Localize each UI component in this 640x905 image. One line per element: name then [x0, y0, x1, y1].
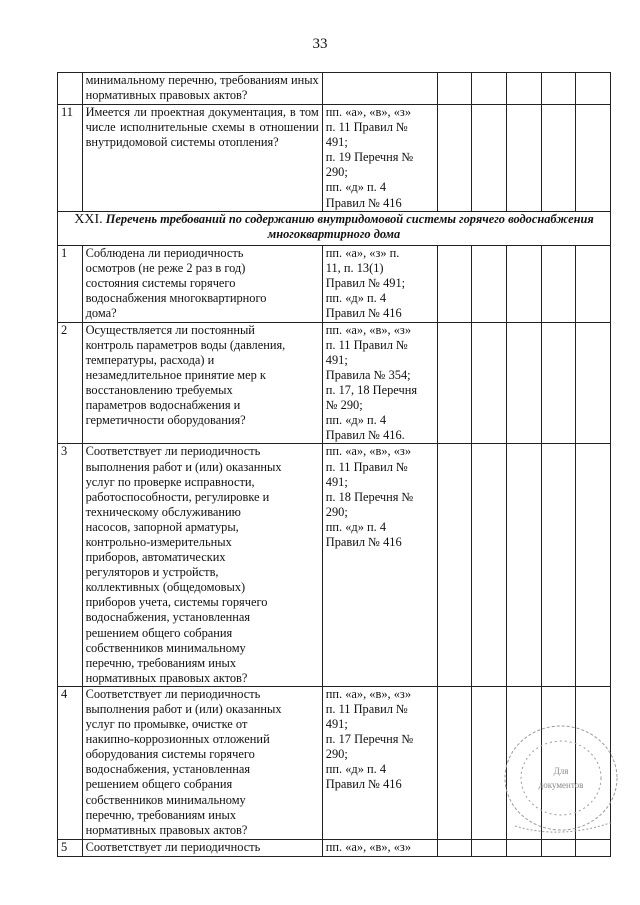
question-line: перечню, требованиям иных: [85, 807, 237, 822]
reference-line: пп. «а», «в», «з»: [325, 839, 412, 854]
row-number-cell: [58, 73, 83, 105]
empty-cell: [541, 322, 576, 444]
reference-line: пп. «а», «в», «з»: [325, 322, 412, 337]
empty-cell: [437, 839, 472, 856]
reference-cell: [322, 686, 437, 839]
row-number-cell: 11: [58, 105, 83, 212]
question-line: перечню, требованиям иных: [85, 655, 237, 670]
reference-line: пп. «д» п. 4: [325, 290, 387, 305]
question-line: собственников минимальному: [85, 792, 246, 807]
reference-line: п. 17, 18 Перечня: [325, 383, 418, 398]
table-row: [58, 839, 611, 856]
question-line: выполнения работ и (или) оказанных: [85, 459, 282, 474]
question-line: водоснабжения, установленная: [85, 762, 251, 777]
stamp-text-line: Для: [553, 766, 569, 776]
reference-line: 11, п. 13(1): [325, 260, 384, 275]
reference-line: Правил № 416: [325, 306, 402, 321]
empty-cell: [576, 245, 611, 322]
reference-cell: [322, 105, 437, 212]
reference-line: п. 11 Правил №: [325, 702, 408, 716]
empty-cell: [437, 322, 472, 444]
question-line: выполнения работ и (или) оказанных: [85, 702, 282, 716]
empty-cell: [507, 839, 542, 856]
reference-line: п. 17 Перечня №: [325, 732, 414, 747]
reference-line: п. 11 Правил №: [325, 459, 408, 474]
question-line: накипно-коррозионных отложений: [85, 732, 270, 747]
question-line: услуг по проверке исправности,: [85, 474, 255, 489]
question-cell: [82, 245, 322, 322]
empty-cell: [507, 73, 542, 105]
question-line: дома?: [85, 306, 117, 321]
empty-cell: [507, 105, 542, 212]
question-line: контроль параметров воды (давления,: [85, 337, 286, 352]
reference-line: п. 11 Правил №: [325, 120, 408, 135]
empty-cell: [541, 839, 576, 856]
reference-line: Правил № 491;: [325, 275, 406, 290]
reference-line: Правил № 416: [325, 777, 402, 792]
empty-cell: [472, 444, 507, 687]
section-header-row: [58, 211, 611, 245]
section-number: XXI.: [74, 211, 103, 227]
reference-line: пп. «а», «в», «з»: [325, 686, 412, 701]
reference-line: пп. «а», «з» п.: [325, 245, 400, 260]
row-number-cell: 2: [58, 322, 83, 444]
reference-cell: [322, 73, 437, 105]
question-line: водоснабжения многоквартирного: [85, 290, 267, 305]
empty-cell: [472, 839, 507, 856]
question-line: оборудования системы горячего: [85, 747, 255, 762]
seal-stamp: [495, 718, 625, 838]
question-line: собственников минимальному: [85, 640, 246, 655]
question-line: услуг по промывке, очистке от: [85, 717, 248, 732]
reference-cell: [322, 245, 437, 322]
empty-cell: [541, 105, 576, 212]
empty-cell: [472, 322, 507, 444]
empty-cell: [576, 322, 611, 444]
empty-cell: [437, 245, 472, 322]
question-line: приборов, автоматических: [85, 550, 226, 565]
stamp-text-line: документов: [538, 780, 584, 790]
reference-line: 491;: [325, 717, 348, 732]
question-line: работоспособности, регулировке и: [85, 489, 270, 504]
empty-cell: [507, 245, 542, 322]
reference-line: № 290;: [325, 398, 363, 413]
reference-line: 290;: [325, 165, 348, 180]
reference-line: 491;: [325, 352, 348, 367]
empty-cell: [576, 105, 611, 212]
question-line: нормативных правовых актов?: [85, 670, 248, 685]
empty-cell: [507, 322, 542, 444]
reference-cell: [322, 322, 437, 444]
empty-cell: [472, 105, 507, 212]
question-line: Соответствует ли периодичность: [85, 839, 261, 854]
empty-cell: [437, 444, 472, 687]
empty-cell: [472, 245, 507, 322]
empty-cell: [576, 839, 611, 856]
question-line: Соблюдена ли периодичность: [85, 245, 244, 260]
question-line: осмотров (не реже 2 раз в год): [85, 260, 246, 275]
reference-line: п. 18 Перечня №: [325, 489, 414, 504]
empty-cell: [576, 73, 611, 105]
reference-line: 491;: [325, 474, 348, 489]
row-number-cell: 1: [58, 245, 83, 322]
reference-line: 491;: [325, 135, 348, 150]
question-line: восстановлению требуемых: [85, 383, 233, 398]
question-line: температуры, расхода) и: [85, 352, 215, 367]
reference-line: пп. «д» п. 4: [325, 762, 387, 777]
question-cell: [82, 444, 322, 687]
row-number-cell: 3: [58, 444, 83, 687]
empty-cell: [541, 73, 576, 105]
question-line: насосов, запорной арматуры,: [85, 519, 239, 534]
table-row: [58, 245, 611, 322]
table-row: [58, 322, 611, 444]
question-line: контрольно-измерительных: [85, 534, 232, 549]
reference-line: п. 19 Перечня №: [325, 150, 414, 165]
reference-cell: [322, 839, 437, 856]
empty-cell: [541, 245, 576, 322]
question-cell: Имеется ли проектная документация, в том числе исполнительные схемы в отношении внутридомовой системы отопления?: [82, 105, 322, 212]
reference-line: пп. «а», «в», «з»: [325, 444, 412, 459]
question-line: Соответствует ли периодичность: [85, 686, 261, 701]
question-line: Осуществляется ли постоянный: [85, 322, 255, 337]
reference-line: 290;: [325, 747, 348, 762]
reference-line: пп. «а», «в», «з»: [325, 105, 412, 119]
question-line: решением общего собрания: [85, 777, 233, 792]
question-line: Соответствует ли периодичность: [85, 444, 261, 459]
question-cell: [82, 322, 322, 444]
reference-line: Правил № 416: [325, 195, 402, 210]
empty-cell: [437, 686, 472, 839]
empty-cell: [437, 105, 472, 212]
question-line: техническому обслуживанию: [85, 504, 241, 519]
reference-line: Правила № 354;: [325, 367, 411, 382]
reference-cell: [322, 444, 437, 687]
reference-line: 290;: [325, 504, 348, 519]
question-cell: минимальному перечню, требованиям иных нормативных правовых актов?: [82, 73, 322, 105]
question-line: водоснабжения, установленная: [85, 610, 251, 625]
question-cell: [82, 839, 322, 856]
reference-line: п. 11 Правил №: [325, 337, 408, 352]
table-row: [58, 444, 611, 687]
row-number-cell: 4: [58, 686, 83, 839]
question-line: герметичности оборудования?: [85, 413, 246, 428]
section-title: Перечень требований по содержанию внутридомовой системы горячего водоснабжения многоквартирного дома: [105, 211, 594, 241]
reference-line: Правил № 416: [325, 534, 402, 549]
question-line: коллективных (общедомовых): [85, 580, 246, 595]
reference-line: Правил № 416.: [325, 428, 405, 443]
question-line: решением общего собрания: [85, 625, 233, 640]
row-number-cell: 5: [58, 839, 83, 856]
question-line: нормативных правовых актов?: [85, 822, 248, 837]
question-cell: [82, 686, 322, 839]
reference-line: пп. «д» п. 4: [325, 180, 387, 195]
empty-cell: [541, 444, 576, 687]
empty-cell: [472, 73, 507, 105]
empty-cell: [507, 444, 542, 687]
question-line: состояния системы горячего: [85, 275, 236, 290]
page-number: 33: [312, 36, 328, 52]
section-header-cell: [58, 211, 611, 245]
empty-cell: [576, 444, 611, 687]
question-line: незамедлительное принятие мер к: [85, 367, 266, 382]
reference-line: пп. «д» п. 4: [325, 519, 387, 534]
table-row: [58, 105, 611, 212]
table-row: [58, 73, 611, 105]
question-line: регуляторов и устройств,: [85, 565, 219, 580]
reference-line: пп. «д» п. 4: [325, 413, 387, 428]
question-line: приборов учета, системы горячего: [85, 595, 268, 610]
empty-cell: [437, 73, 472, 105]
question-line: параметров водоснабжения и: [85, 398, 241, 413]
